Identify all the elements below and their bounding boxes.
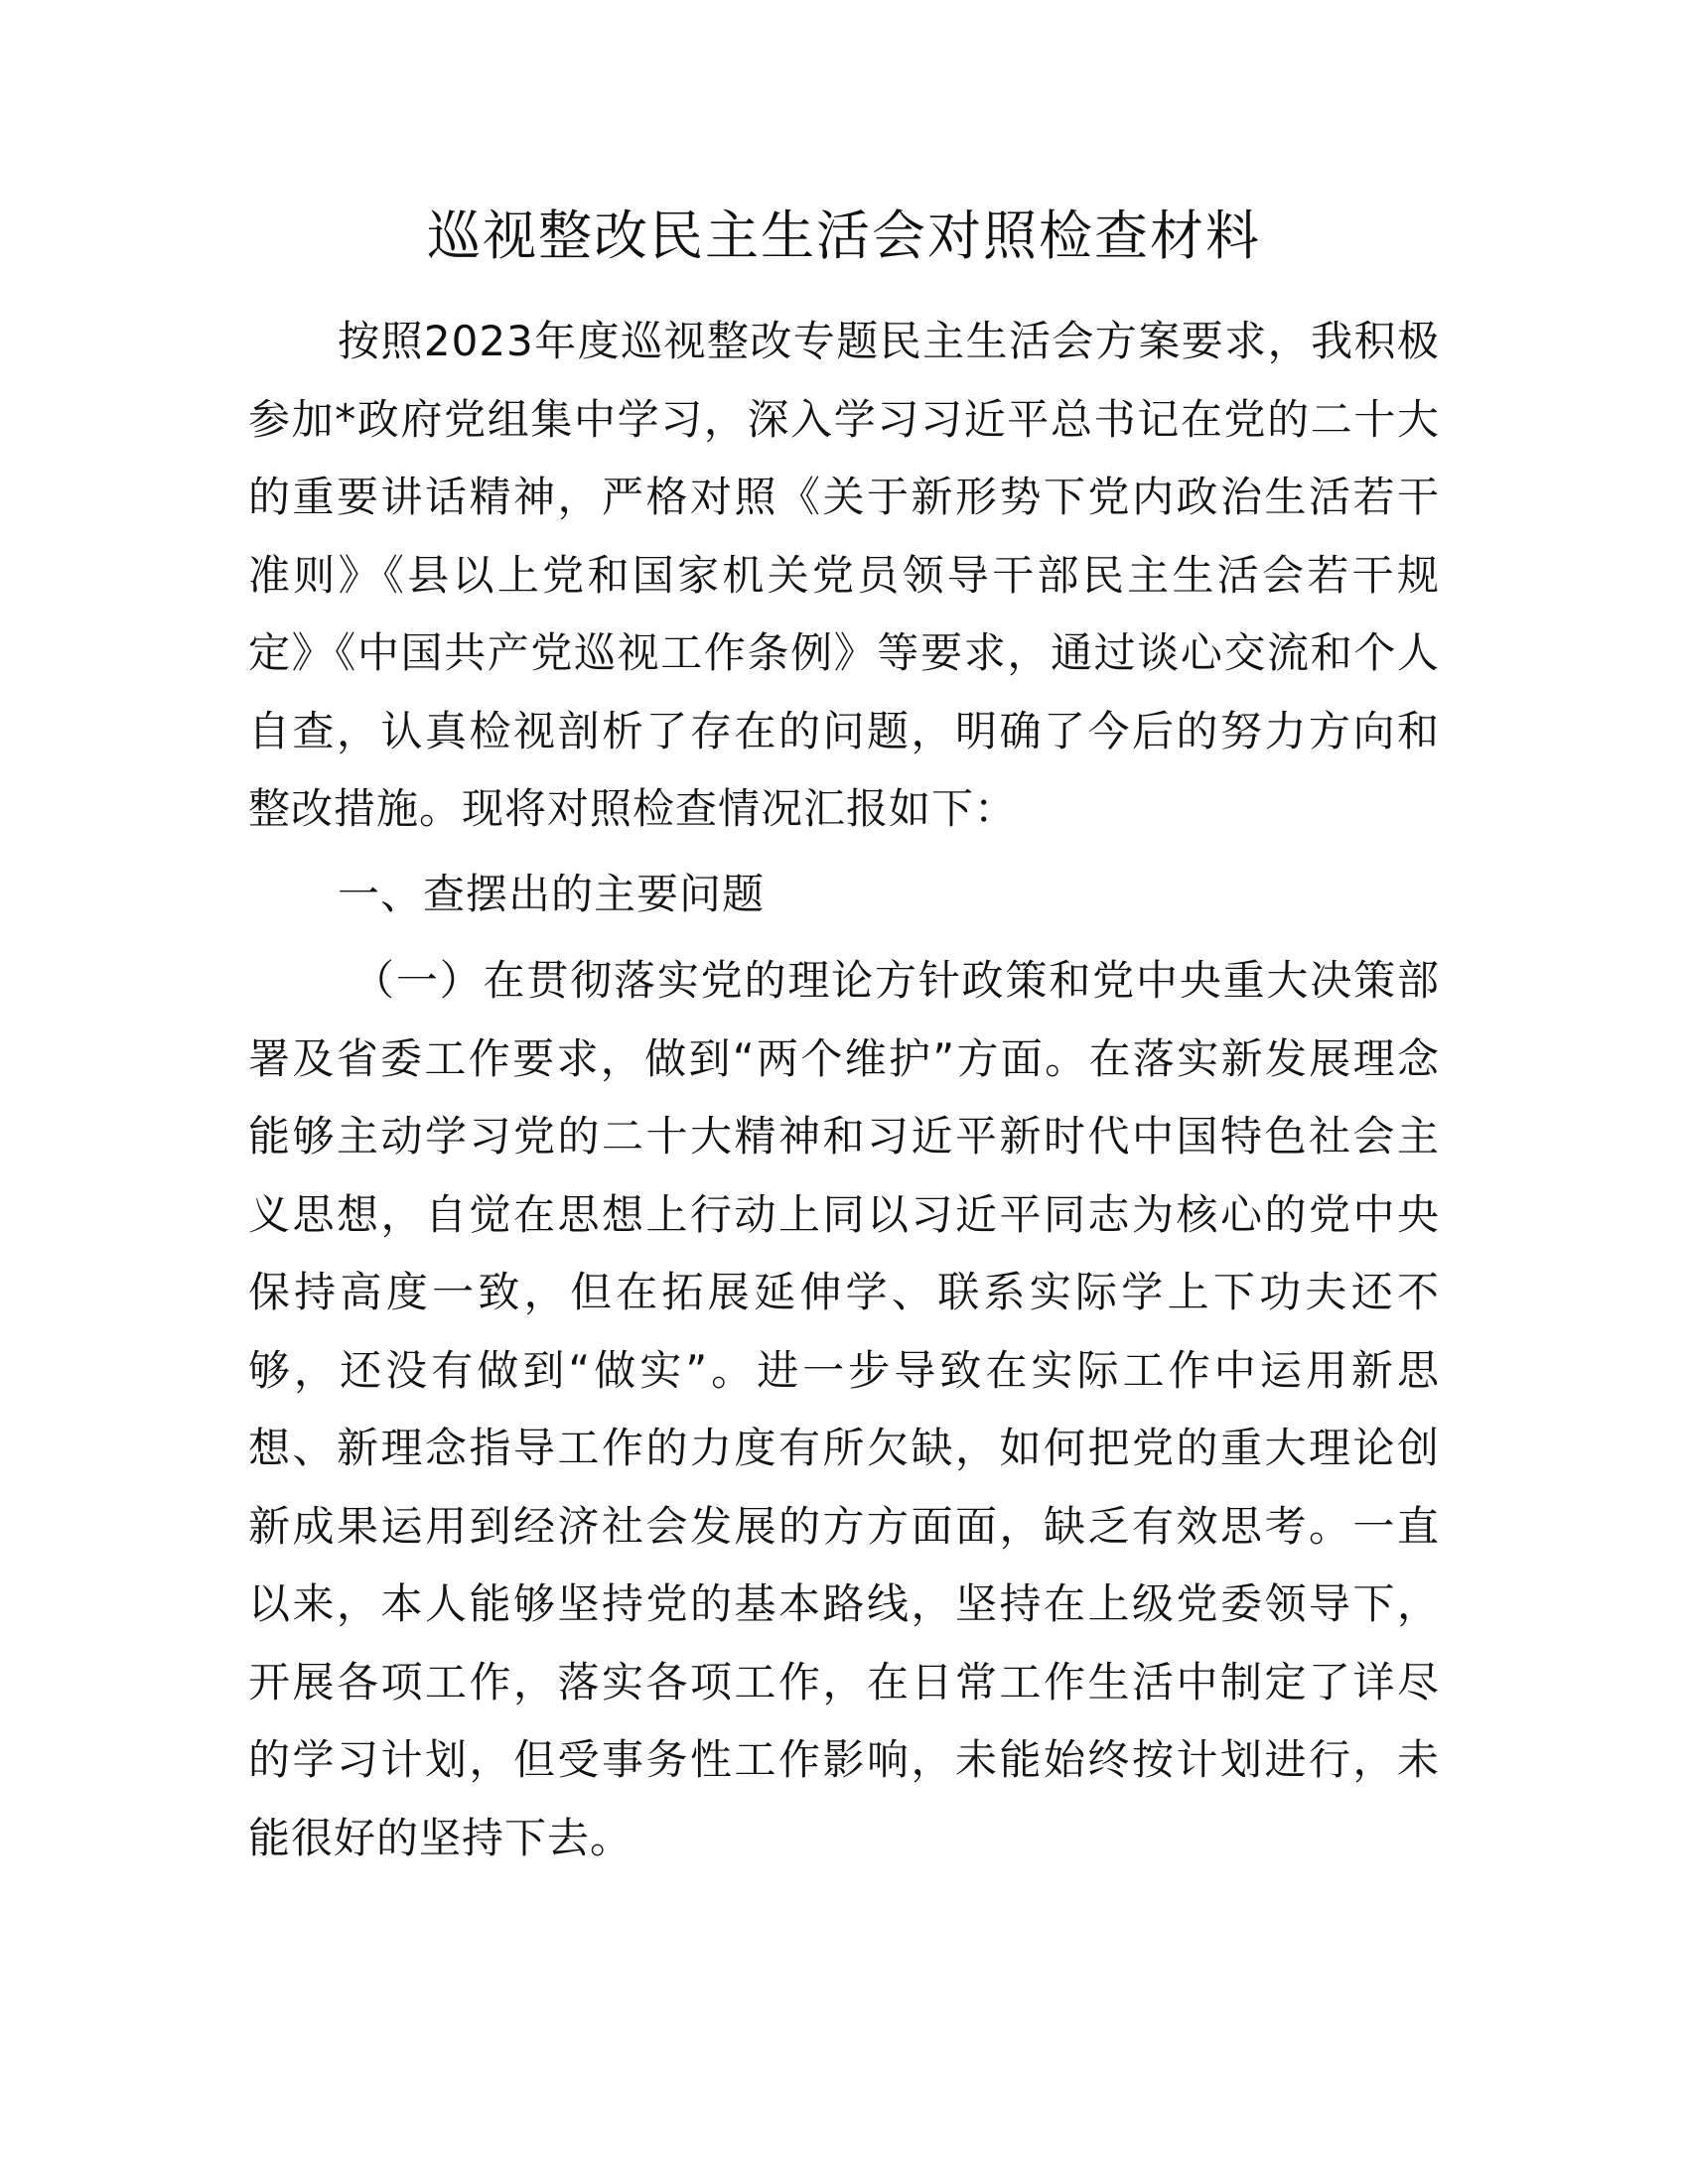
section-heading: 一、查摆出的主要问题 [338,869,766,918]
intro-paragraph: 按照2023年度巡视整改专题民主生活会方案要求，我积极参加*政府党组集中学习，深入学习习近平总书记在党的二十大的重要讲话精神，严格对照《关于新形势下党内政治生活若干准则》《县以上党和国家机关党员领导干部民主生活会若干规定》《中国共产党巡视工作条例》等要求，通过谈心交流和个人自查，认真检视剖析了存在的问题，明确了今后的努力方向和整改措施。现将对照检查情况汇报如下： [248,317,1440,833]
section-paragraph: （一）在贯彻落实党的理论方针政策和党中央重大决策部署及省委工作要求，做到“两个维护”方面。在落实新发展理念能够主动学习党的二十大精神和习近平新时代中国特色社会主义思想，自觉在思想上行动上同以习近平同志为核心的党中央保持高度一致，但在拓展延伸学、联系实际学上下功夫还不够，还没有做到“做实”。进一步导致在实际工作中运用新思想、新理念指导工作的力度有所欠缺，如何把党的重大理论创新成果运用到经济社会发展的方方面面，缺乏有效思考。一直以来，本人能够坚持党的基本路线，坚持在上级党委领导下，开展各项工作，落实各项工作，在日常工作生活中制定了详尽的学习计划，但受事务性工作影响，未能始终按计划进行，未能很好的坚持下去。 [248,956,1440,1862]
document-body [248,303,1440,1877]
document-title: 巡视整改民主生活会对照检查材料 [427,205,1261,267]
